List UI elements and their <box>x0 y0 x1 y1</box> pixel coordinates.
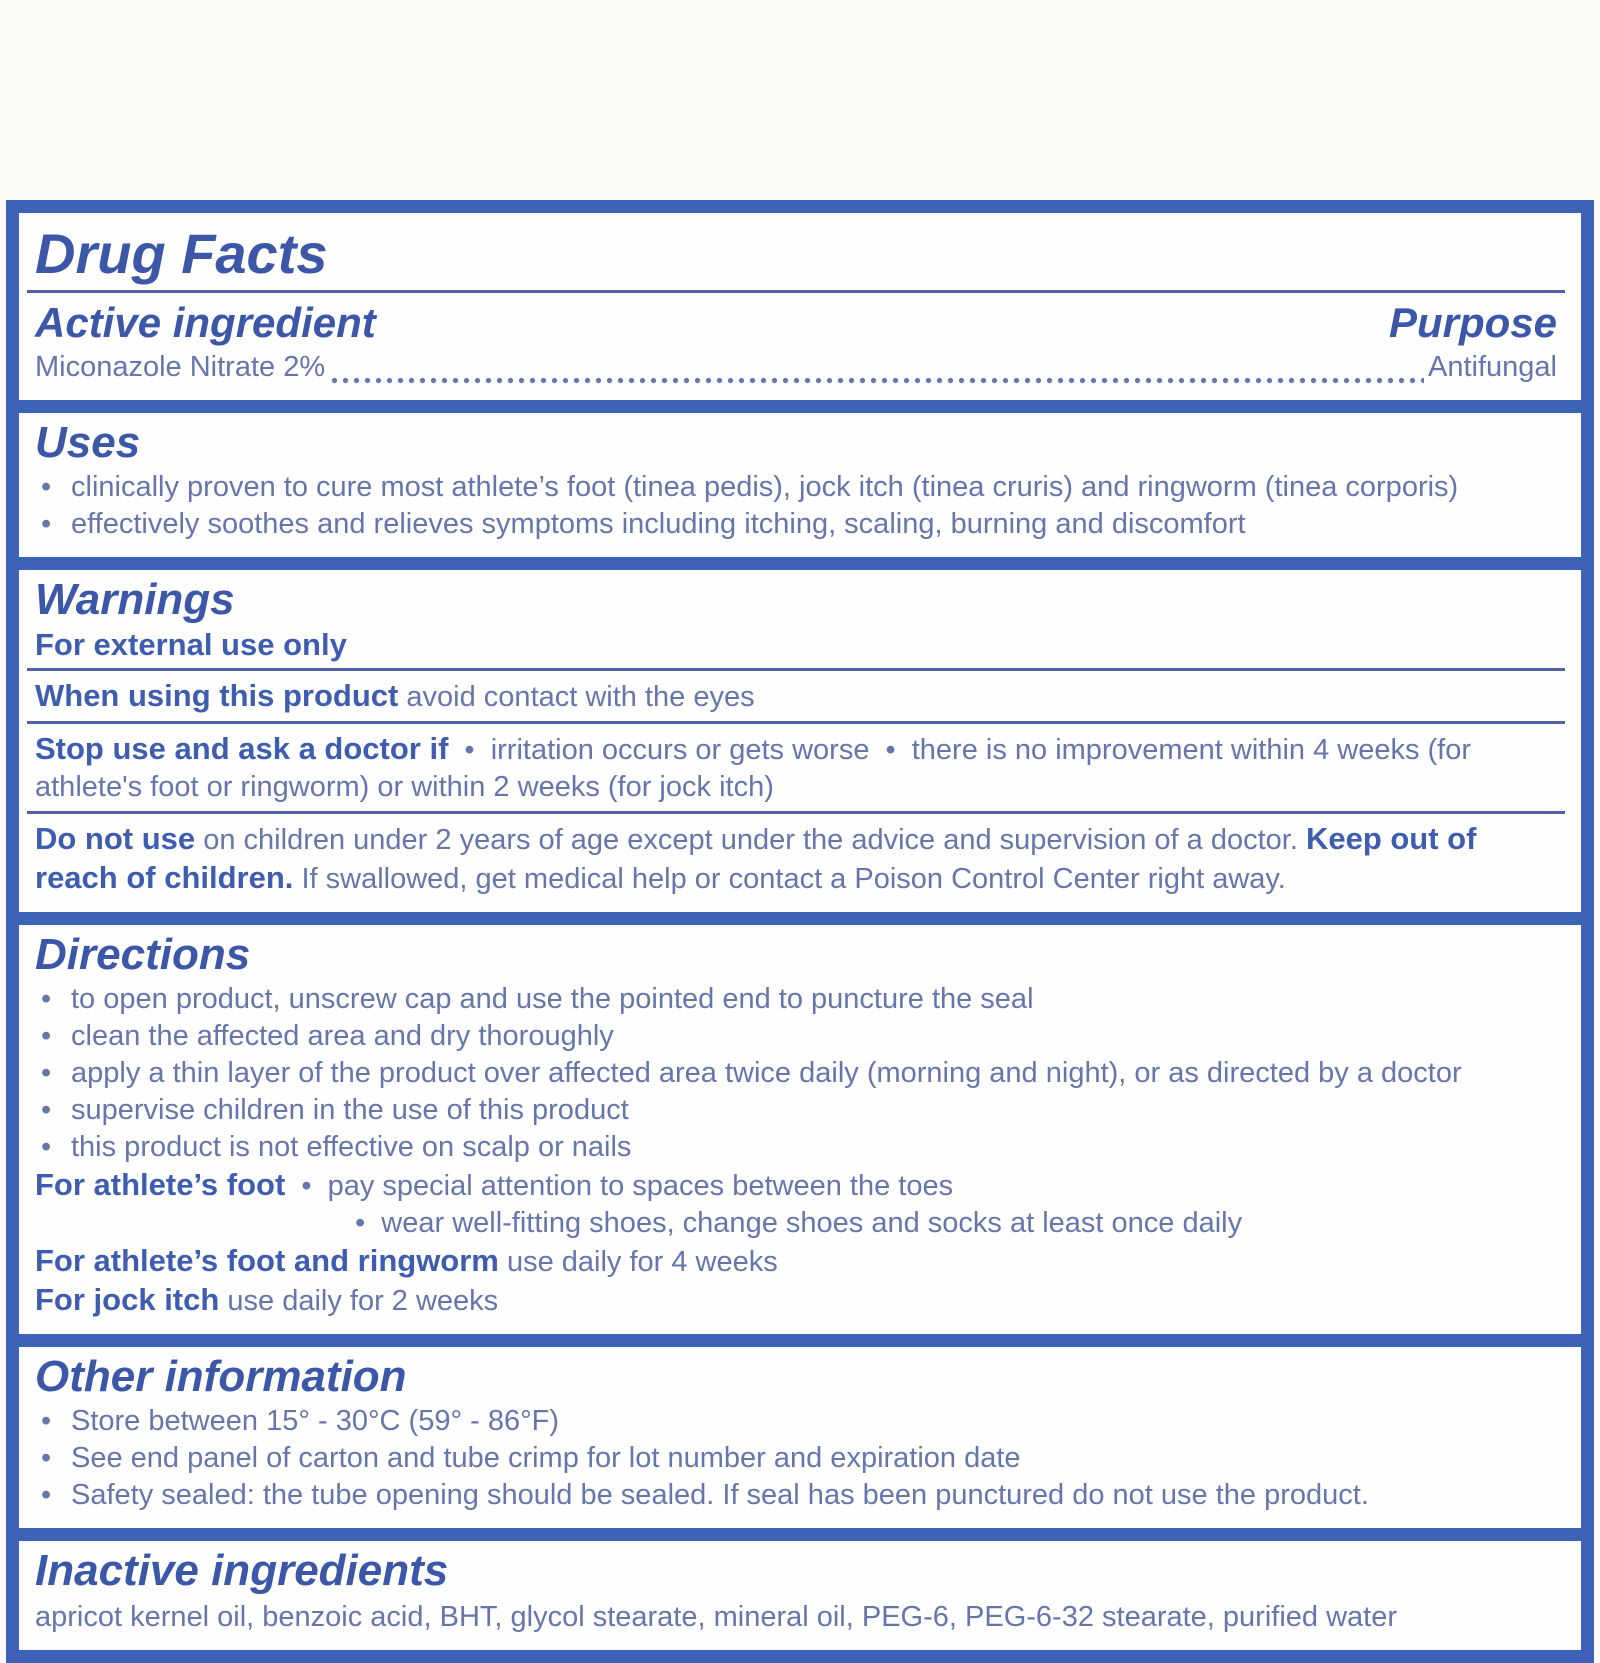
directions-heading: Directions <box>35 930 251 979</box>
keep-out-of-reach-text: If swallowed, get medical help or contact a Poison Control Center right away. <box>301 863 1286 895</box>
list-item: • supervise children in the use of this product <box>35 1092 1557 1129</box>
list-item: • effectively soothes and relieves symptoms including itching, scaling, burning and discomfort <box>35 506 1557 543</box>
purpose-heading: Purpose <box>1388 299 1557 346</box>
section-other-information <box>19 1347 1581 1528</box>
warnings-heading: Warnings <box>35 575 235 624</box>
athletes-foot-bold: For athlete’s foot <box>35 1167 286 1202</box>
list-item: • clinically proven to cure most athlete’s foot (tinea pedis), jock itch (tinea cruris) and ringworm (tinea corporis) <box>35 469 1557 506</box>
list-item: • Store between 15° - 30°C (59° - 86°F) <box>35 1403 1557 1440</box>
active-ingredient-row <box>35 299 1557 347</box>
ingredient-leader-row <box>35 349 1557 386</box>
jock-itch-text: use daily for 2 weeks <box>227 1285 499 1317</box>
ringworm-line <box>35 1242 1557 1281</box>
stop-use-item: • irritation occurs or gets worse <box>464 734 869 766</box>
section-uses <box>19 413 1581 557</box>
do-not-use-line <box>35 820 1557 898</box>
directions-list <box>35 981 1557 1166</box>
other-information-list <box>35 1403 1557 1514</box>
dotted-leader <box>329 375 1424 386</box>
external-use-line: For external use only <box>35 627 347 662</box>
divider-rule <box>27 811 1565 814</box>
ingredient-name: Miconazole Nitrate 2% <box>35 351 326 383</box>
page-title: Drug Facts <box>35 222 328 285</box>
when-using-bold: When using this product <box>35 678 399 713</box>
other-information-heading: Other information <box>35 1352 407 1401</box>
section-header <box>19 213 1581 400</box>
ringworm-bold: For athlete’s foot and ringworm <box>35 1243 499 1278</box>
athletes-foot-line-2 <box>35 1205 1557 1242</box>
list-item: • See end panel of carton and tube crimp for lot number and expiration date <box>35 1440 1557 1477</box>
athletes-foot-item: • pay special attention to spaces between the toes <box>301 1170 953 1202</box>
ringworm-text: use daily for 4 weeks <box>506 1246 778 1278</box>
when-using-text: avoid contact with the eyes <box>406 681 755 713</box>
athletes-foot-line <box>35 1166 1557 1205</box>
do-not-use-bold: Do not use <box>35 821 196 856</box>
uses-heading: Uses <box>35 418 141 467</box>
section-warnings <box>19 570 1581 912</box>
list-item: • apply a thin layer of the product over affected area twice daily (morning and night), or as directed by a doctor <box>35 1055 1557 1092</box>
list-item: • to open product, unscrew cap and use the pointed end to puncture the seal <box>35 981 1557 1018</box>
divider-rule <box>27 668 1565 671</box>
section-inactive-ingredients <box>19 1541 1581 1650</box>
inactive-ingredients-heading: Inactive ingredients <box>35 1546 449 1595</box>
drug-facts-panel <box>6 200 1594 1663</box>
list-item: • Safety sealed: the tube opening should be sealed. If seal has been punctured do not use the product. <box>35 1477 1557 1514</box>
jock-itch-line <box>35 1281 1557 1320</box>
when-using-line <box>35 677 1557 716</box>
stop-use-bold: Stop use and ask a doctor if <box>35 731 449 766</box>
inactive-ingredients-text: apricot kernel oil, benzoic acid, BHT, glycol stearate, mineral oil, PEG-6, PEG-6-32 stearate, purified water <box>35 1601 1397 1633</box>
do-not-use-text: on children under 2 years of age except under the advice and supervision of a doctor. <box>203 824 1298 856</box>
keep-out-of-reach-bold: Keep out of reach of children. <box>35 821 1477 895</box>
list-item: • clean the affected area and dry thoroughly <box>35 1018 1557 1055</box>
divider-rule <box>27 721 1565 724</box>
stop-use-line <box>35 730 1557 806</box>
section-directions <box>19 925 1581 1334</box>
purpose-value: Antifungal <box>1428 351 1557 383</box>
jock-itch-bold: For jock itch <box>35 1282 220 1317</box>
list-item: • this product is not effective on scalp or nails <box>35 1129 1557 1166</box>
stop-use-item: • there is no improvement within 4 weeks (for athlete's foot or ringworm) or within 2 weeks (for jock itch) <box>35 734 1471 803</box>
active-ingredient-heading: Active ingredient <box>35 299 376 346</box>
divider-rule <box>27 290 1565 293</box>
uses-list <box>35 469 1557 543</box>
athletes-foot-item: • wear well-fitting shoes, change shoes and socks at least once daily <box>355 1207 1242 1239</box>
